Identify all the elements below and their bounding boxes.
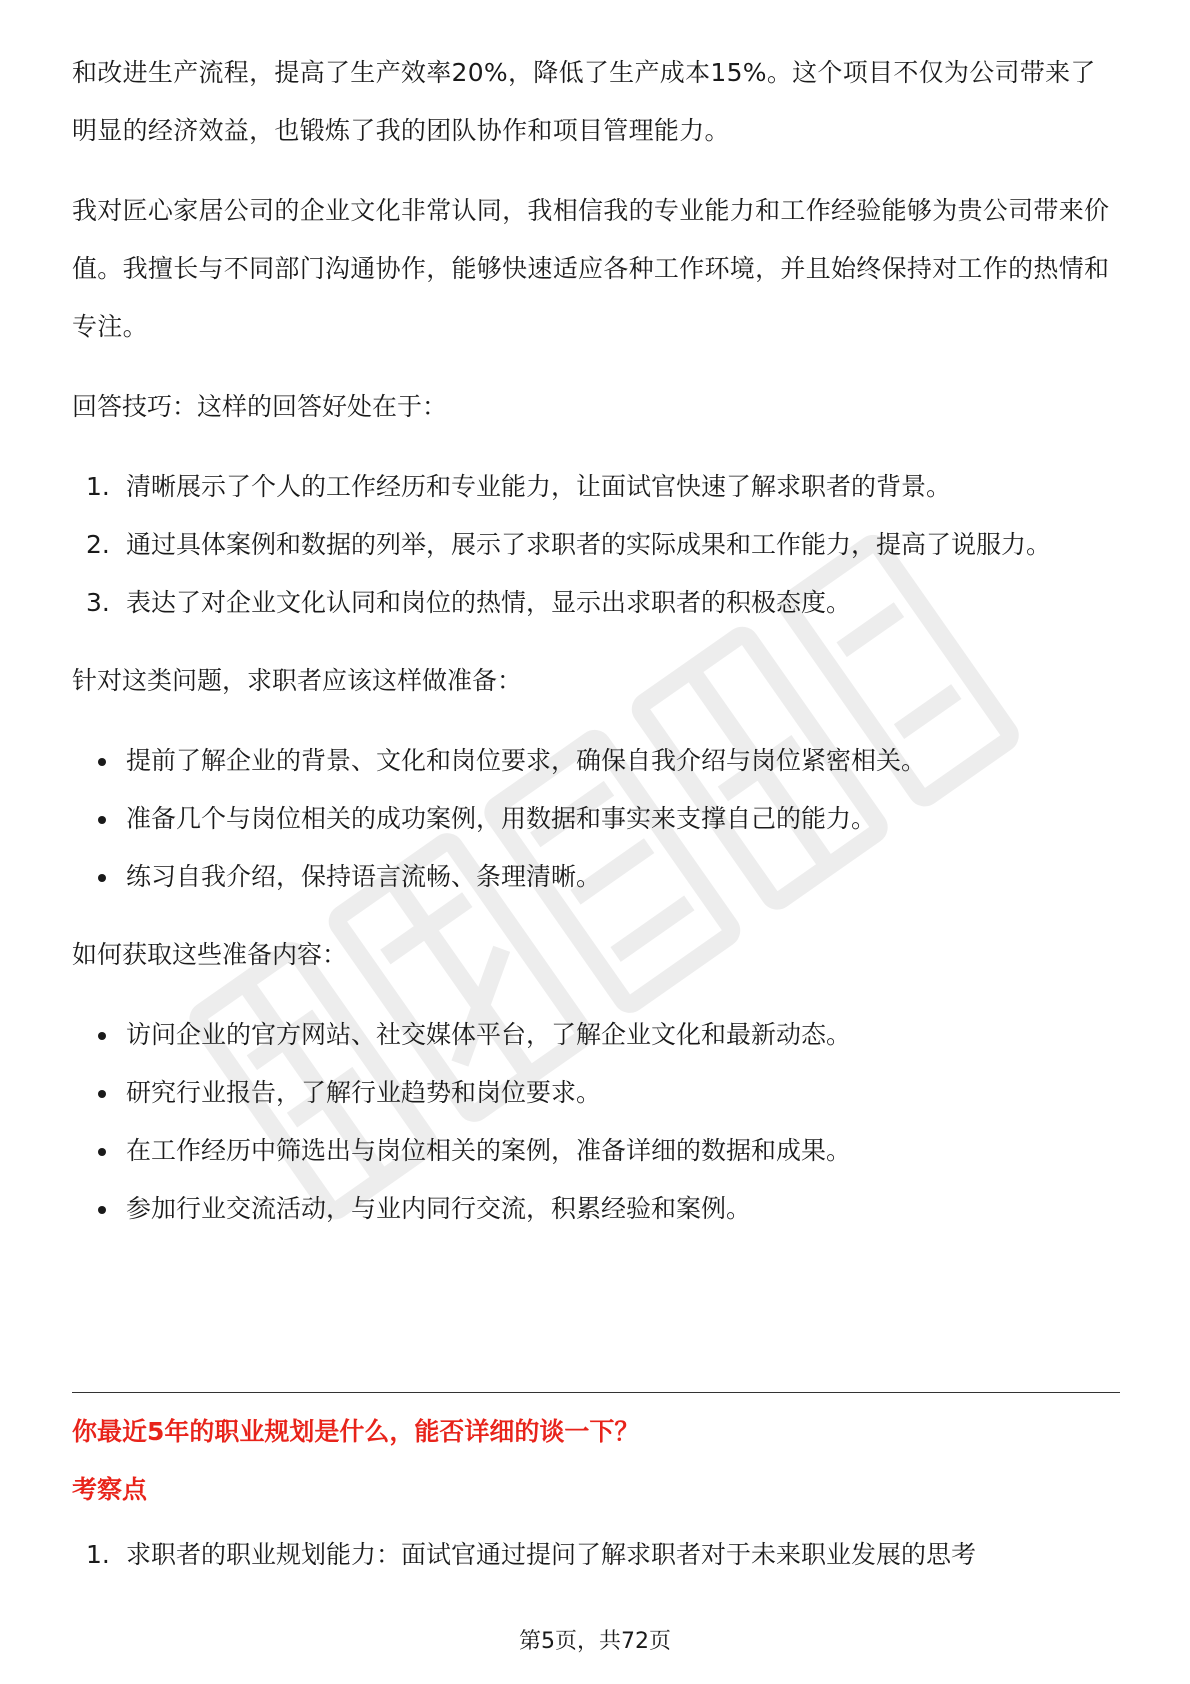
- list-item: [72, 458, 1120, 516]
- bullet-icon: [98, 758, 106, 766]
- main-content: [72, 44, 1120, 1258]
- bullet-icon: [98, 816, 106, 824]
- prep-heading: 针对这类问题，求职者应该这样做准备：: [72, 666, 523, 695]
- list-item: [72, 848, 1120, 906]
- list-item: [72, 1535, 1120, 1575]
- list-item-text: 访问企业的官方网站、社交媒体平台，了解企业文化和最新动态。: [126, 1020, 852, 1049]
- prep-list: [72, 732, 1120, 906]
- list-item-text: 练习自我介绍，保持语言流畅、条理清晰。: [126, 862, 602, 891]
- bullet-icon: [98, 874, 106, 882]
- question-points-list: [72, 1535, 1120, 1575]
- list-item: [72, 1180, 1120, 1238]
- list-item-text: 研究行业报告，了解行业趋势和岗位要求。: [126, 1078, 602, 1107]
- list-item-text: 清晰展示了个人的工作经历和专业能力，让面试官快速了解求职者的背景。: [126, 472, 952, 501]
- list-item-text: 准备几个与岗位相关的成功案例，用数据和事实来支撑自己的能力。: [126, 804, 877, 833]
- list-item: [72, 574, 1120, 632]
- section-divider: [72, 1392, 1120, 1393]
- list-item-text: 求职者的职业规划能力：面试官通过提问了解求职者对于未来职业发展的思考: [126, 1540, 977, 1569]
- intro-paragraph-2: 我对匠心家居公司的企业文化非常认同，我相信我的专业能力和工作经验能够为贵公司带来价值。我擅长与不同部门沟通协作，能够快速适应各种工作环境，并且始终保持对工作的热情和专注。: [72, 196, 1110, 341]
- list-item-text: 在工作经历中筛选出与岗位相关的案例，准备详细的数据和成果。: [126, 1136, 852, 1165]
- list-number: 1.: [86, 472, 110, 501]
- list-item-text: 表达了对企业文化认同和岗位的热情，显示出求职者的积极态度。: [126, 588, 852, 617]
- question-title: 你最近5年的职业规划是什么，能否详细的谈一下？: [72, 1417, 640, 1446]
- intro-paragraph-1: 和改进生产流程，提高了生产效率20%，降低了生产成本15%。这个项目不仅为公司带来了明显的经济效益，也锻炼了我的团队协作和项目管理能力。: [72, 58, 1096, 145]
- sources-heading: 如何获取这些准备内容：: [72, 940, 348, 969]
- bullet-icon: [98, 1090, 106, 1098]
- list-item: [72, 790, 1120, 848]
- list-item: [72, 1064, 1120, 1122]
- list-item: [72, 732, 1120, 790]
- list-number: 2.: [86, 530, 110, 559]
- question-subtitle: 考察点: [72, 1475, 148, 1504]
- list-item: [72, 1122, 1120, 1180]
- list-item: [72, 516, 1120, 574]
- list-number: 1.: [86, 1540, 110, 1569]
- bullet-icon: [98, 1206, 106, 1214]
- bullet-icon: [98, 1148, 106, 1156]
- page-number: 第5页，共72页: [519, 1629, 671, 1654]
- tips-heading: 回答技巧：这样的回答好处在于：: [72, 392, 448, 421]
- tips-list: [72, 458, 1120, 632]
- list-item: [72, 1006, 1120, 1064]
- list-item-text: 通过具体案例和数据的列举，展示了求职者的实际成果和工作能力，提高了说服力。: [126, 530, 1052, 559]
- list-item-text: 提前了解企业的背景、文化和岗位要求，确保自我介绍与岗位紧密相关。: [126, 746, 927, 775]
- list-item-text: 参加行业交流活动，与业内同行交流，积累经验和案例。: [126, 1194, 752, 1223]
- sources-list: [72, 1006, 1120, 1238]
- bullet-icon: [98, 1032, 106, 1040]
- list-number: 3.: [86, 588, 110, 617]
